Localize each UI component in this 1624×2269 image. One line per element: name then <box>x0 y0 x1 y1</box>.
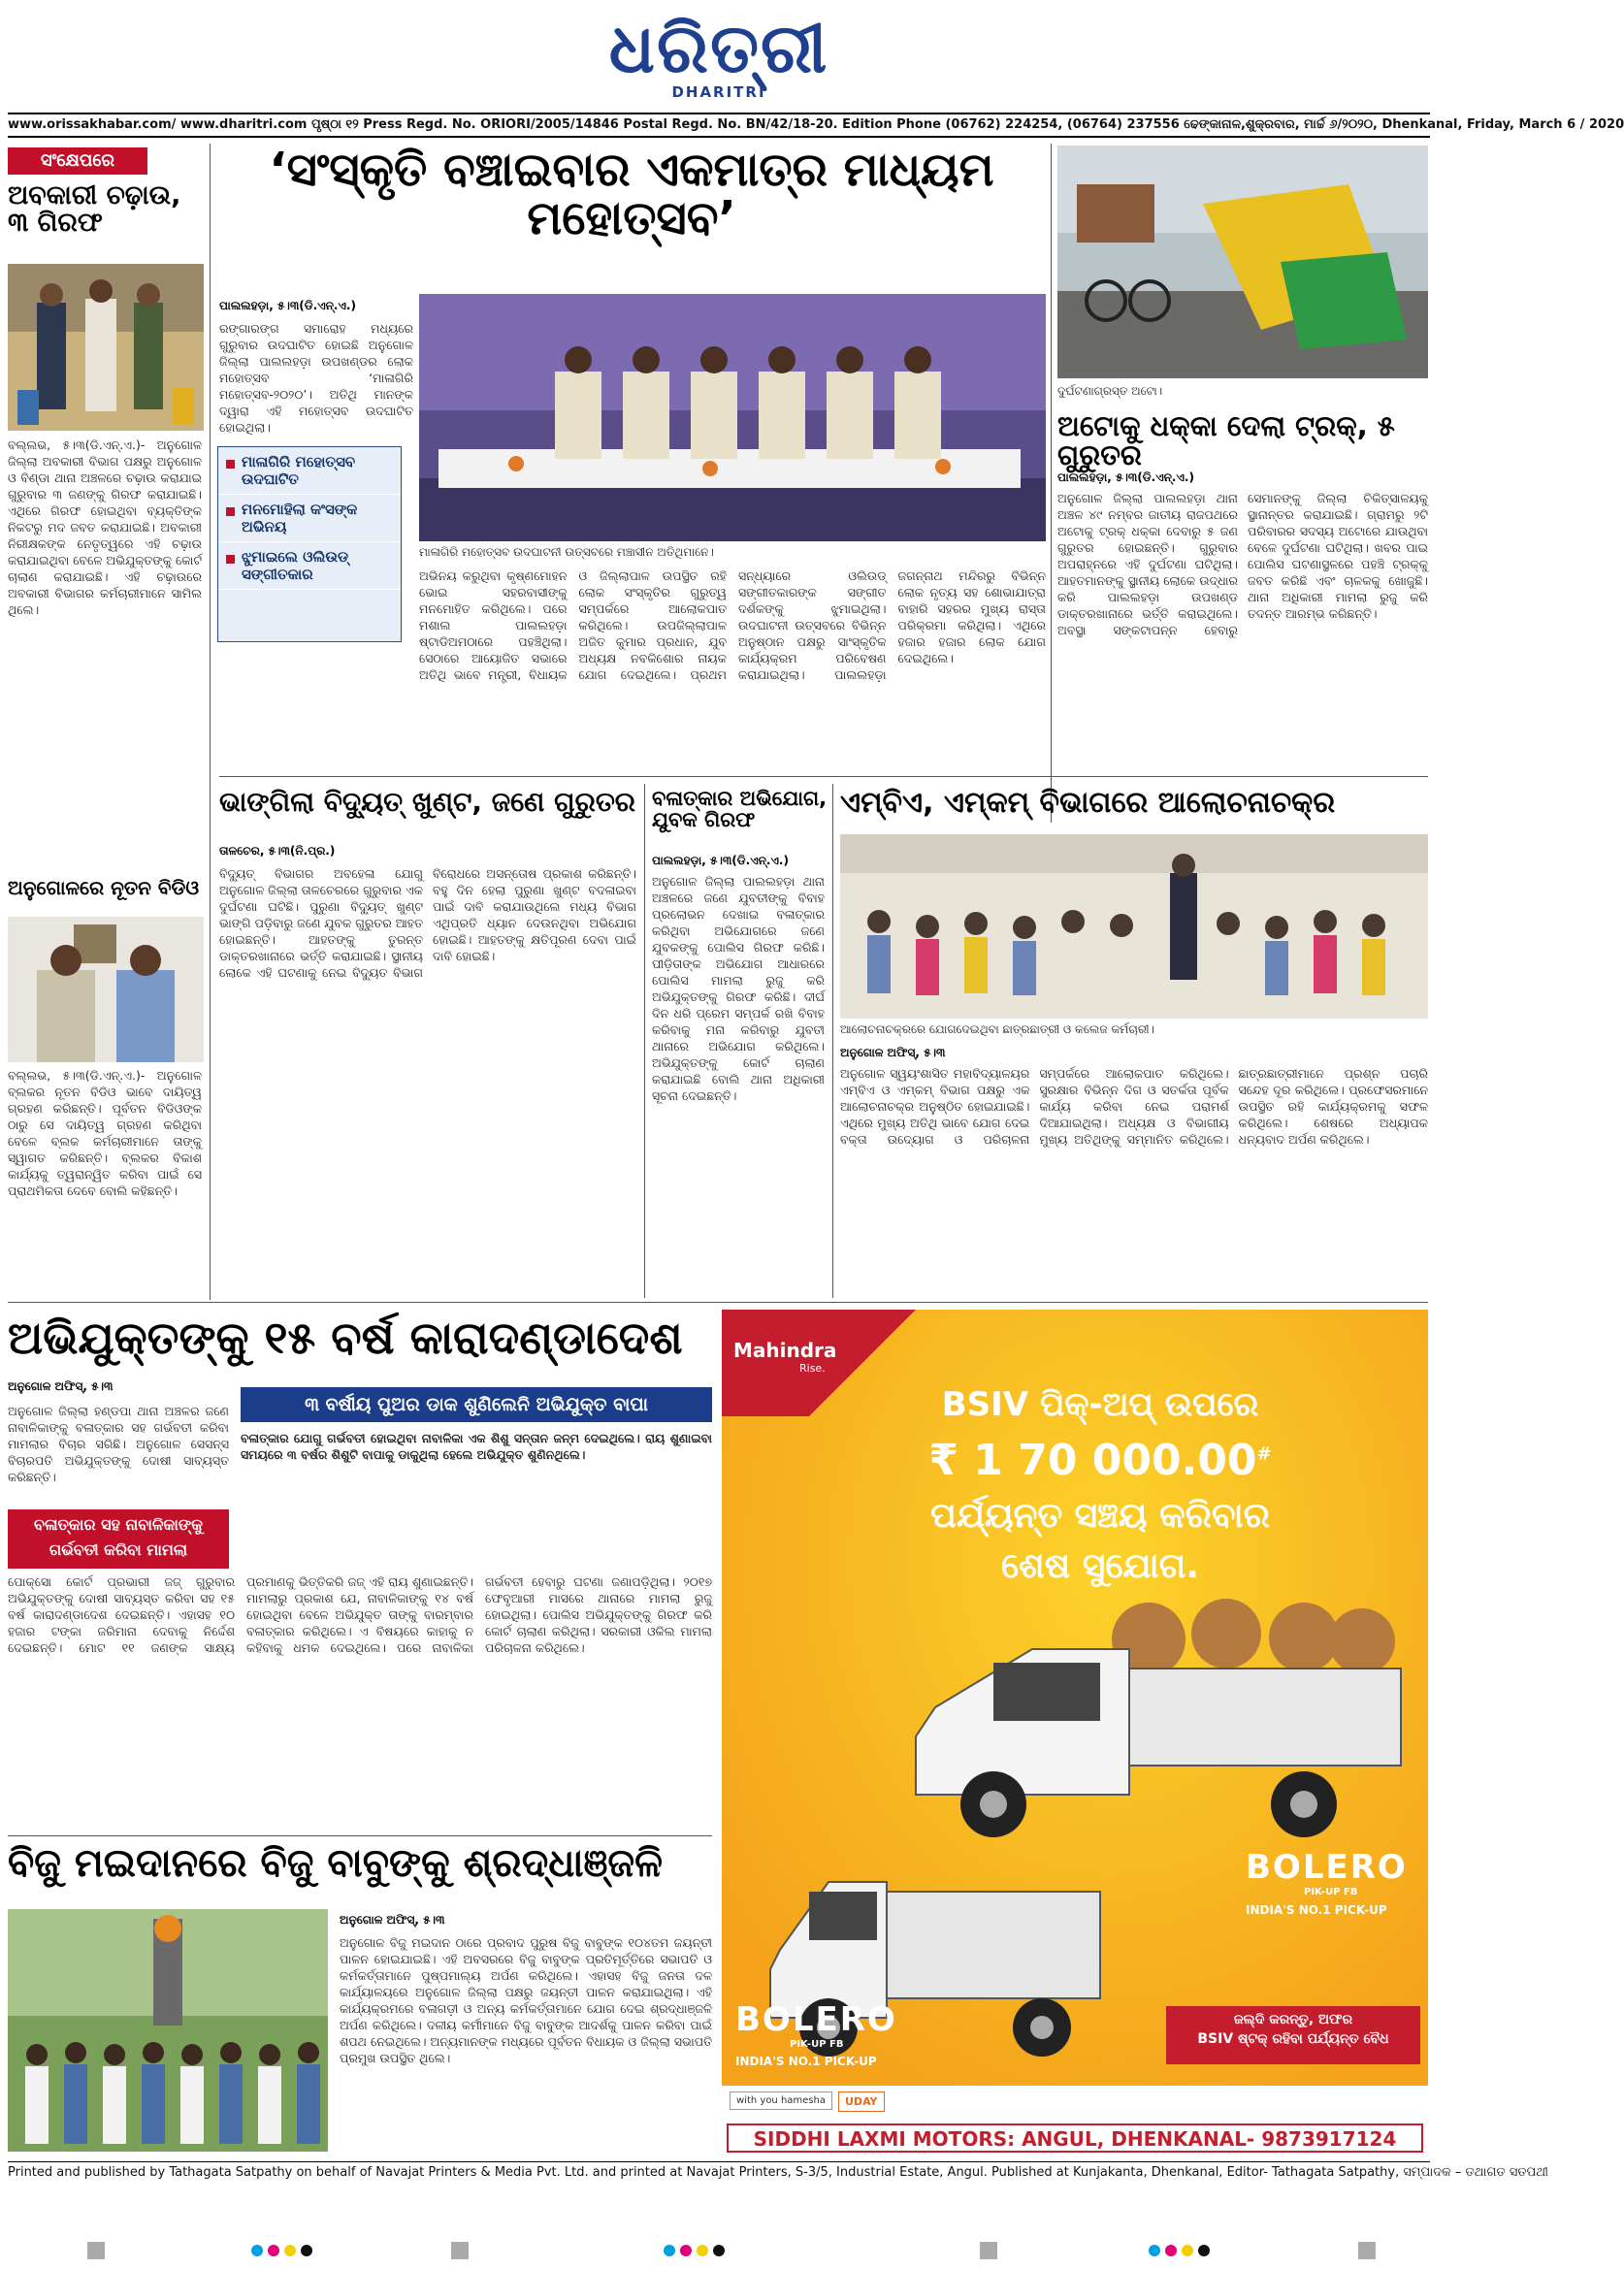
side-item-2: ମନମୋହିଲା କଂସଙ୍କ ଅଭିନୟ <box>218 495 401 542</box>
ad-model-sub-right: PIK-UP FB <box>1304 1887 1358 1897</box>
section-rule <box>219 776 1428 777</box>
tribute-group-photo <box>8 1909 328 2152</box>
mba-headline[interactable]: ଏମ୍‌ବିଏ, ଏମ୍‌କମ୍ ବିଭାଗରେ ଆଲୋଚନାଚକ୍ର <box>840 786 1336 820</box>
ad-line1: BSIV ପିକ୍-ଅପ୍ ଉପରେ <box>941 1385 1259 1424</box>
side-item-1: ମାଳାଗିରି ମହୋତ୍ସବ ଉଦଘାଟିତ <box>218 447 401 495</box>
imprint-footer: Printed and published by Tathagata Satpathy on behalf of Navajat Printers & Media Pvt. Ltd. and printed at Navajat Printers, S-3/5, Industrial Estate, Angul. Published at Kunjakanta, Dhenkanal, Editor- Tathagata Satpathy, ସମ୍ପାଦକ – ତଥାଗତ ସତପଥୀ <box>8 2161 1430 2184</box>
logo-subtext: DHARITRI <box>671 83 766 101</box>
pole-byline: ତାଳଚେର, ୫।୩(ନି.ପ୍ର.) <box>219 844 336 858</box>
column-rule <box>832 784 833 1298</box>
ad-tagline-left: INDIA'S NO.1 PICK-UP <box>735 2055 877 2068</box>
lead-body: ଅଭିନୟ କରୁଥିବା କୃଷ୍ଣମୋହନ ଭୋଇ ସହରବାସୀଙ୍କୁ ମନମୋହିତ କରିଥିଲେ। ପରେ ମଶାଲ ପାଲଲହଡ଼ା ଷ୍ଟାଡିଅମଠାରେ ପହଞ୍ଚିଥିଲା। ସେଠାରେ ଆୟୋଜିତ ସଭାରେ ଅତିଥି ଭାବେ ମନ୍ତ୍ରୀ, ବିଧାୟକ ଓ ଜିଲ୍ଲାପାଳ ଉପସ୍ଥିତ ରହି ଲୋକ ସଂସ୍କୃତିର ଗୁରୁତ୍ୱ ସମ୍ପର୍କରେ ଆଲୋକପାତ କରିଥିଲେ। ଉପଜିଲ୍ଲାପାଳ ଅଜିତ କୁମାର ପ୍ରଧାନ, ଯୁବ ଅଧ୍ୟକ୍ଷ ନବକିଶୋର ନାୟକ ଯୋଗ ଦେଇଥିଲେ। ପ୍ରଥମ ସନ୍ଧ୍ୟାରେ ଓଲିଉଡ୍ ସଙ୍ଗୀତକାରଙ୍କ ସଙ୍ଗୀତ ଦର୍ଶକଙ୍କୁ ଝୁମାଇଥିଲା। ଉଦଘାଟନୀ ଉତ୍ସବରେ ବିଭିନ୍ନ ଅନୁଷ୍ଠାନ ପକ୍ଷରୁ ସାଂସ୍କୃତିକ କାର୍ଯ୍ୟକ୍ରମ ପରିବେଷଣ କରାଯାଇଥିଲା। ପାଲଲହଡ଼ା ଜଗନ୍ନାଥ ମନ୍ଦିରରୁ ବିଭିନ୍ନ ଲୋକ ନୃତ୍ୟ ସହ ଶୋଭାଯାତ୍ରା ବାହାରି ସହରର ମୁଖ୍ୟ ରାସ୍ତା ପରିକ୍ରମା କରିଥିଲା। ଏଥିରେ ହଜାର ହଜାର ଲୋକ ଯୋଗ ଦେଇଥିଲେ। <box>419 568 1046 682</box>
lead-headline[interactable]: ‘ସଂସ୍କୃତି ବଞ୍ଚାଇବାର ଏକମାତ୍ର ମାଧ୍ୟମ ମହୋତ୍ସବ’ <box>269 143 994 246</box>
pole-body: ବିଦ୍ୟୁତ୍ ବିଭାଗର ଅବହେଳା ଯୋଗୁ ଅନୁଗୋଳ ଜିଲ୍ଲା ତାଳଚେରରେ ଗୁରୁବାର ଏକ ଦୁର୍ଘଟଣା ଘଟିଛି। ପୁରୁଣା ବିଦ୍ୟୁତ୍ ଖୁଣ୍ଟ ଭାଙ୍ଗି ପଡ଼ିବାରୁ ଜଣେ ଯୁବକ ଗୁରୁତର ଆହତ ହୋଇଛନ୍ତି। ଆହତଙ୍କୁ ତୁରନ୍ତ ଡାକ୍ତରଖାନାରେ ଭର୍ତ୍ତି କରାଯାଇଛି। ସ୍ଥାନୀୟ ଲୋକେ ଏହି ଘଟଣାକୁ ନେଇ ବିଦ୍ୟୁତ ବିଭାଗ ବିରୋଧରେ ଅସନ୍ତୋଷ ପ୍ରକାଶ କରିଛନ୍ତି। ବହୁ ଦିନ ହେଲା ପୁରୁଣା ଖୁଣ୍ଟ ବଦଳାଇବା ପାଇଁ ଦାବି କରାଯାଉଥିଲେ ମଧ୍ୟ ବିଭାଗ ଏଥିପ୍ରତି ଧ୍ୟାନ ଦେଉନଥିବା ଅଭିଯୋଗ ହୋଇଛି। ଆହତଙ୍କୁ କ୍ଷତିପୂରଣ ଦେବା ପାଇଁ ଦାବି ହୋଇଛି। <box>219 866 636 980</box>
video-headline[interactable]: ଅନୁଗୋଳରେ ନୂତନ ବିଡିଓ <box>8 876 200 899</box>
rape-byline: ପାଲଲହଡ଼ା, ୫।୩(ଡି.ଏନ୍.ଏ.) <box>652 854 789 867</box>
ad-tagline-right: INDIA'S NO.1 PICK-UP <box>1246 1903 1387 1917</box>
rape-headline[interactable]: ବଳାତ୍କାର ଅଭିଯୋଗ, ଯୁବକ ଗିରଫ <box>652 787 828 832</box>
ad-model-sub-left: PIK-UP FB <box>790 2039 844 2050</box>
mba-byline: ଅନୁଗୋଳ ଅଫିସ୍, ୫।୩ <box>840 1046 946 1059</box>
rape-body: ଅନୁଗୋଳ ଜିଲ୍ଲା ପାଲଲହଡ଼ା ଥାନା ଅଞ୍ଚଳରେ ଜଣେ ଯୁବତୀଙ୍କୁ ବିବାହ ପ୍ରଲୋଭନ ଦେଖାଇ ବଳାତ୍କାର କରିଥିବା ଅଭିଯୋଗରେ ଜଣେ ଯୁବକଙ୍କୁ ପୋଲିସ ଗିରଫ କରିଛି। ପୀଡ଼ିତାଙ୍କ ଅଭିଯୋଗ ଆଧାରରେ ପୋଲିସ ମାମଲା ରୁଜୁ କରି ଅଭିଯୁକ୍ତଙ୍କୁ ଗିରଫ କରିଛି। ଦୀର୍ଘ ଦିନ ଧରି ପ୍ରେମ ସମ୍ପର୍କ ରଖି ବିବାହ କରିବାକୁ ମନା କରିବାରୁ ଯୁବତୀ ଥାନାରେ ଅଭିଯୋଗ କରିଥିଲେ। ଅଭିଯୁକ୍ତଙ୍କୁ କୋର୍ଟ ଚାଲାଣ କରାଯାଇଛି ବୋଲି ଥାନା ଅଧିକାରୀ ସୂଚନା ଦେଇଛନ୍ତି। <box>652 874 825 1103</box>
ad-amount-mark: # <box>1256 1443 1272 1465</box>
ad-offer-box <box>1166 2006 1420 2064</box>
ad-line3: ଶେଷ ସୁଯୋଗ. <box>1000 1546 1200 1586</box>
verdict-banner-body: ବଳାତ୍କାର ଯୋଗୁ ଗର୍ଭବତୀ ହୋଇଥିବା ନାବାଳିକା ଏକ ଶିଶୁ ସନ୍ତାନ ଜନ୍ମ ଦେଇଥିଲେ। ରାୟ ଶୁଣାଇବା ସମୟରେ ୩ ବର୍ଷର ଶିଶୁଟି ବାପାକୁ ଡାକୁଥିଲା ହେଲେ ଅଭିଯୁକ୍ତ ଶୁଣିନଥିଲେ। <box>241 1431 712 1462</box>
lead-photo <box>419 294 1046 541</box>
masthead <box>0 0 1438 112</box>
column-rule <box>1051 144 1052 823</box>
lead-photo-caption: ମାଳାଗିରି ମହୋତ୍ସବ ଉଦଘାଟନୀ ଉତ୍ସବରେ ମଞ୍ଚାସୀନ ଅତିଥିମାନେ। <box>419 545 714 559</box>
verdict-body: ପୋକ୍ସୋ କୋର୍ଟ ପ୍ରଭାରୀ ଜଜ୍ ଗୁରୁବାର ଅଭିଯୁକ୍ତଙ୍କୁ ଦୋଷୀ ସାବ୍ୟସ୍ତ କରିବା ସହ ୧୫ ବର୍ଷ କାରାଦଣ୍ଡାଦେଶ ଦେଇଛନ୍ତି। ଏହାସହ ୧୦ ହଜାର ଟଙ୍କା ଜରିମାନା ଦେବାକୁ ନିର୍ଦ୍ଦେଶ ଦେଇଛନ୍ତି। ମୋଟ ୧୧ ଜଣଙ୍କ ସାକ୍ଷ୍ୟ ପ୍ରମାଣକୁ ଭିତ୍ତିକରି ଜଜ୍ ଏହି ରାୟ ଶୁଣାଇଛନ୍ତି। ମାମଲାରୁ ପ୍ରକାଶ ଯେ, ନାବାଳିକାଙ୍କୁ ୧୪ ବର୍ଷ ହୋଇଥିବା ବେଳେ ଅଭିଯୁକ୍ତ ତାଙ୍କୁ ବାରମ୍ବାର ବଳାତ୍କାର କରିଥିଲେ। ଏ ବିଷୟରେ କାହାକୁ ନ କହିବାକୁ ଧମକ ଦେଇଥିଲେ। ପରେ ନାବାଳିକା ଗର୍ଭବତୀ ହେବାରୁ ଘଟଣା ଜଣାପଡ଼ିଥିଲା। ୨୦୧୭ ଫେବୃଆରୀ ମାସରେ ଥାନାରେ ମାମଲା ରୁଜୁ ହୋଇଥିଲା। ପୋଲିସ ଅଭିଯୁକ୍ତଙ୍କୁ ଗିରଫ କରି କୋର୍ଟ ଚାଲାଣ କରିଥିଲା। ସରକାରୀ ଓକିଲ ମାମଲା ପରିଚାଳନା କରିଥିଲେ। <box>8 1574 712 1655</box>
ad-offer-line2: BSIV ଷ୍ଟକ୍ ରହିବା ପର୍ଯ୍ୟନ୍ତ ବୈଧ <box>1197 2031 1389 2047</box>
ad-amount-value: ₹ 1 70 000.00 <box>928 1436 1257 1485</box>
ad-dealer: SIDDHI LAXMI MOTORS: ANGUL, DHENKANAL- 9873917124 <box>753 2127 1397 2151</box>
verdict-headline[interactable]: ଅଭିଯୁକ୍ତଙ୍କୁ ୧୫ ବର୍ଷ କାରାଦଣ୍ଡାଦେଶ <box>8 1312 683 1364</box>
registration-marks <box>0 2236 1438 2265</box>
verdict-byline: ଅନୁଗୋଳ ଅଫିସ୍, ୫।୩ <box>8 1379 114 1393</box>
ad-logo-with-you: with you hamesha <box>730 2091 832 2110</box>
logo-text: ଧରିତ୍ରୀ <box>608 8 829 88</box>
edition-info-bar: www.orissakhabar.com/ www.dharitri.com ପୃଷ୍ଠା ୧୨ Press Regd. No. ORIORI/2005/14846 Postal Regd. No. BN/42/18-20. Edition Phone (06762) 224254, (06764) 237556 ଢେଙ୍କାନାଳ,ଶୁକ୍ରବାର, ମାର୍ଚ୍ଚ ୬/୨୦୨୦, Dhenkanal, Friday, March 6 / 2020 <box>8 113 1430 138</box>
stage-guests-photo <box>419 294 1046 541</box>
ad-model-left: BOLERO <box>735 2000 897 2039</box>
biju-photo <box>8 1909 328 2152</box>
verdict-intro: ଅନୁଗୋଳ ଜିଲ୍ଲା ହଣ୍ଡପା ଥାନା ଅଞ୍ଚଳର ଜଣେ ନାବାଳିକାଙ୍କୁ ବଳାତ୍କାର ସହ ଗର୍ଭବତୀ କରିବା ମାମଲାର ବିଚାର ସରିଛି। ଅନୁଗୋଳ ସେସନ୍ସ ବିଚାରପତି ଅଭିଯୁକ୍ତଙ୍କୁ ଦୋଷୀ ସାବ୍ୟସ୍ତ କରିଛନ୍ତି। <box>8 1404 229 1484</box>
section-rule <box>8 1835 712 1836</box>
arrested-men-photo <box>8 264 204 431</box>
lead-intro: ରଙ୍ଗାରଙ୍ଗ ସମାରୋହ ମଧ୍ୟରେ ଗୁରୁବାର ଉଦଘାଟିତ ହୋଇଛି ଅନୁଗୋଳ ଜିଲ୍ଲା ପାଲଲହଡ଼ା ଉପଖଣ୍ଡର ଲୋକ ମହୋତ୍ସବ ‘ମାଳାଗିରି ମହୋତ୍ସବ-୨୦୨୦’। ଅତିଥି ମାନଙ୍କ ଦ୍ୱାରା ଏହି ମହୋତ୍ସବ ଉଦଘାଟିତ ହୋଇଥିଲା। <box>219 321 413 435</box>
mba-photo-caption: ଆଲୋଚନାଚକ୍ରରେ ଯୋଗଦେଇଥିବା ଛାତ୍ରଛାତ୍ରୀ ଓ କଲେଜ କର୍ମଚାରୀ। <box>840 1022 1154 1036</box>
ad-offer-line1: ଜଲ୍‌ଦି କରନ୍ତୁ, ଅଫର <box>1233 2012 1353 2027</box>
mba-body: ଅନୁଗୋଳ ସ୍ୱୟଂଶାସିତ ମହାବିଦ୍ୟାଳୟର ଏମ୍‌ବିଏ ଓ ଏମ୍‌କମ୍ ବିଭାଗ ପକ୍ଷରୁ ଏକ ଆଲୋଚନାଚକ୍ର ଅନୁଷ୍ଠିତ ହୋଇଯାଇଛି। ଏଥିରେ ମୁଖ୍ୟ ଅତିଥି ଭାବେ ଯୋଗ ଦେଇ ବକ୍ତା ଉଦ୍ୟୋଗ ଓ ପରିଚାଳନା ସମ୍ପର୍କରେ ଆଲୋକପାତ କରିଥିଲେ। ସୁରକ୍ଷାର ବିଭିନ୍ନ ଦିଗ ଓ ସତର୍କତା ପୂର୍ବକ କାର୍ଯ୍ୟ କରିବା ନେଇ ପରାମର୍ଶ ଦିଆଯାଇଥିଲା। ଅଧ୍ୟକ୍ଷ ଓ ବିଭାଗୀୟ ମୁଖ୍ୟ ଅତିଥିଙ୍କୁ ସମ୍ମାନିତ କରିଥିଲେ। ଛାତ୍ରଛାତ୍ରୀମାନେ ପ୍ରଶ୍ନ ପଚାରି ସନ୍ଦେହ ଦୂର କରିଥିଲେ। ପ୍ରଫେସରମାନେ ଉପସ୍ଥିତ ରହି କାର୍ଯ୍ୟକ୍ରମକୁ ସଫଳ କରିଥିଲେ। ଶେଷରେ ଅଧ୍ୟାପକ ଧନ୍ୟବାଦ ଅର୍ପଣ କରିଥିଲେ। <box>840 1066 1428 1147</box>
mba-photo <box>840 834 1428 1019</box>
pole-headline[interactable]: ଭାଙ୍ଗିଲା ବିଦ୍ୟୁତ୍ ଖୁଣ୍ଟ, ଜଣେ ଗୁରୁତର <box>219 786 636 818</box>
side-item-3: ଝୁମାଇଲେ ଓଲିଉଡ୍‌ ସଙ୍ଗୀତକାର <box>218 542 401 590</box>
brief-photo <box>8 264 204 431</box>
ad-line2: ପର୍ଯ୍ୟନ୍ତ ସଞ୍ଚୟ କରିବାର <box>929 1496 1271 1536</box>
ad-brand-tag: Rise. <box>799 1362 826 1375</box>
newspaper-logo[interactable] <box>582 8 856 100</box>
column-rule <box>644 784 645 1298</box>
verdict-banner: ୩ ବର୍ଷୀୟ ପୁଅର ଡାକ ଶୁଣିଲେନି ଅଭିଯୁକ୍ତ ବାପା <box>241 1387 712 1422</box>
auto-body: ଅନୁଗୋଳ ଜିଲ୍ଲା ପାଲଲହଡ଼ା ଥାନା ଅଞ୍ଚଳ ୪୯ ନମ୍ବର ଜାତୀୟ ରାଜପଥରେ ଅଟୋକୁ ଟ୍ରକ୍ ଧକ୍କା ଦେବାରୁ ୫ ଜଣ ଗୁରୁତର ହୋଇଛନ୍ତି। ଗୁରୁବାର ଅପରାହ୍ନରେ ଏହି ଦୁର୍ଘଟଣା ଘଟିଥିଲା। ଆହତମାନଙ୍କୁ ସ୍ଥାନୀୟ ଲୋକେ ଉଦ୍ଧାର କରି ପାଲଲହଡ଼ା ଉପଖଣ୍ଡ ଡାକ୍ତରଖାନାରେ ଭର୍ତ୍ତି କରାଇଥିଲେ। ଅବସ୍ଥା ସଙ୍କଟାପନ୍ନ ହେବାରୁ ସେମାନଙ୍କୁ ଜିଲ୍ଲା ଚିକିତ୍ସାଳୟକୁ ସ୍ଥାନାନ୍ତର କରାଯାଇଛି। ଗ୍ରାମରୁ ୨ଟି ପରିବାରର ସଦସ୍ୟ ଅଟୋରେ ଯାଉଥିବା ବେଳେ ଦୁର୍ଘଟଣା ଘଟିଥିଲା। ଖବର ପାଇ ପୋଲିସ ଘଟଣାସ୍ଥଳରେ ପହଞ୍ଚି ଟ୍ରକ୍‌କୁ ଜବତ କରିଛି ଏବଂ ଚାଳକକୁ ଖୋଜୁଛି। ଥାନା ଅଧିକାରୀ ମାମଲା ରୁଜୁ କରି ତଦନ୍ତ ଆରମ୍ଭ କରିଛନ୍ତି। <box>1057 491 1428 637</box>
lead-byline: ପାଲଲହଡ଼ା, ୫।୩(ଡି.ଏନ୍.ଏ.) <box>219 299 356 312</box>
video-photo <box>8 917 204 1062</box>
brief-headline[interactable]: ଅବକାରୀ ଚଢ଼ାଉ, ୩ ଗିରଫ <box>8 180 181 239</box>
section-rule <box>8 1302 1428 1303</box>
crashed-auto-photo <box>1057 146 1428 378</box>
biju-headline[interactable]: ବିଜୁ ମଇଦାନରେ ବିଜୁ ବାବୁଙ୍କୁ ଶ୍ରଦ୍ଧାଞ୍ଜଳି <box>8 1841 663 1886</box>
lead-side-box <box>217 446 402 642</box>
brief-body: ବଲ୍ଲଭ, ୫।୩(ଡି.ଏନ୍.ଏ.)- ଅନୁଗୋଳ ଜିଲ୍ଲା ଅବକାରୀ ବିଭାଗ ପକ୍ଷରୁ ଅନୁଗୋଳ ଓ ବିଣ୍ଡା ଥାନା ଅଞ୍ଚଳରେ ଚଢ଼ାଉ କରାଯାଇ ଗୁରୁବାର ୩ ଜଣଙ୍କୁ ଗିରଫ କରାଯାଇଛି। ଏଥିରେ ଗିରଫ ହୋଇଥିବା ବ୍ୟକ୍ତିଙ୍କ ନିକଟରୁ ମଦ ଜବତ କରାଯାଇଛି। ଅବକାରୀ ନିରୀକ୍ଷକଙ୍କ ନେତୃତ୍ୱରେ ଏହି ଚଢ଼ାଉ କରାଯାଇଥିବା ବେଳେ ଅଭିଯୁକ୍ତଙ୍କୁ କୋର୍ଟ ଚାଲାଣ କରାଯାଇଛି। ଏହି ଚଢ଼ାଉରେ ଅବକାରୀ ବିଭାଗର କର୍ମଚାରୀମାନେ ସାମିଲ ଥିଲେ। <box>8 438 202 617</box>
ad-brand: Mahindra <box>733 1339 837 1362</box>
ad-amount <box>867 1436 1333 1485</box>
ad-logo-uday: UDAY <box>838 2091 885 2112</box>
video-body: ବଲ୍ଲଭ, ୫।୩(ଡି.ଏନ୍.ଏ.)- ଅନୁଗୋଳ ବ୍ଲକର ନୂତନ ବିଡିଓ ଭାବେ ଦାୟିତ୍ୱ ଗ୍ରହଣ କରିଛନ୍ତି। ପୂର୍ବତନ ବିଡିଓଙ୍କ ଠାରୁ ସେ ଦାୟିତ୍ୱ ଗ୍ରହଣ କରିଥିବା ବେଳେ ବ୍ଲକ କର୍ମଚାରୀମାନେ ତାଙ୍କୁ ସ୍ୱାଗତ କରିଛନ୍ତି। ବ୍ଲକର ବିକାଶ କାର୍ଯ୍ୟକୁ ତ୍ୱରାନ୍ୱିତ କରିବା ପାଇଁ ସେ ପ୍ରାଥମିକତା ଦେବେ ବୋଲି କହିଛନ୍ତି। <box>8 1068 202 1198</box>
biju-body: ଅନୁଗୋଳ ବିଜୁ ମଇଦାନ ଠାରେ ପ୍ରବାଦ ପୁରୁଷ ବିଜୁ ବାବୁଙ୍କ ୧୦୪ତମ ଜୟନ୍ତୀ ପାଳନ ହୋଇଯାଇଛି। ଏହି ଅବସରରେ ବିଜୁ ବାବୁଙ୍କ ପ୍ରତିମୂର୍ତ୍ତିରେ ସଭାପତି ଓ କର୍ମକର୍ତ୍ତାମାନେ ପୁଷ୍ପମାଲ୍ୟ ଅର୍ପଣ କରିଥିଲେ। ଏହାସହ ବିଜୁ ଜନତା ଦଳ କାର୍ଯ୍ୟାଳୟରେ ଅନୁଗୋଳ ଜିଲ୍ଲା ପକ୍ଷରୁ ଜୟନ୍ତୀ ପାଳନ କରାଯାଇଥିଲା। ଏହି କାର୍ଯ୍ୟକ୍ରମରେ ବଳାଗଡ଼ୀ ଓ ଅନ୍ୟ କର୍ମକର୍ତ୍ତାମାନେ ଯୋଗ ଦେଇ ଶ୍ରଦ୍ଧାଞ୍ଜଳି ଅର୍ପଣ କରିଥିଲେ। ଦଳୀୟ କର୍ମୀମାନେ ବିଜୁ ବାବୁଙ୍କ ଆଦର୍ଶକୁ ପାଳନ କରିବା ପାଇଁ ଶପଥ ନେଇଥିଲେ। ଅନ୍ୟମାନଙ୍କ ମଧ୍ୟରେ ପୂର୍ବତନ ବିଧାୟକ ଓ ଜିଲ୍ଲା ସଭାପତି ପ୍ରମୁଖ ଉପସ୍ଥିତ ଥିଲେ। <box>340 1935 712 2065</box>
handshake-photo <box>8 917 204 1062</box>
auto-photo <box>1057 146 1428 378</box>
mahindra-advertisement[interactable] <box>722 1310 1428 2154</box>
column-rule <box>210 144 211 1300</box>
seminar-audience-photo <box>840 834 1428 1019</box>
auto-headline[interactable]: ଅଟୋକୁ ଧକ୍କା ଦେଲା ଟ୍ରକ୍, ୫ ଗୁରୁତର <box>1057 409 1395 472</box>
brief-kicker: ସଂକ୍ଷେପରେ <box>8 147 147 175</box>
verdict-red-box: ବଳାତ୍କାର ସହ ନାବାଳିକାଙ୍କୁ ଗର୍ଭବତୀ କରିବା ମାମଲା <box>8 1509 229 1569</box>
auto-byline: ପାଲଲହଡ଼ା, ୫।୩(ଡି.ଏନ୍.ଏ.) <box>1057 470 1194 484</box>
biju-byline: ଅନୁଗୋଳ ଅଫିସ୍, ୫।୩ <box>340 1913 445 1927</box>
ad-model-right: BOLERO <box>1246 1848 1408 1887</box>
auto-photo-caption: ଦୁର୍ଘଟଣାଗ୍ରସ୍ତ ଅଟୋ। <box>1057 384 1163 398</box>
